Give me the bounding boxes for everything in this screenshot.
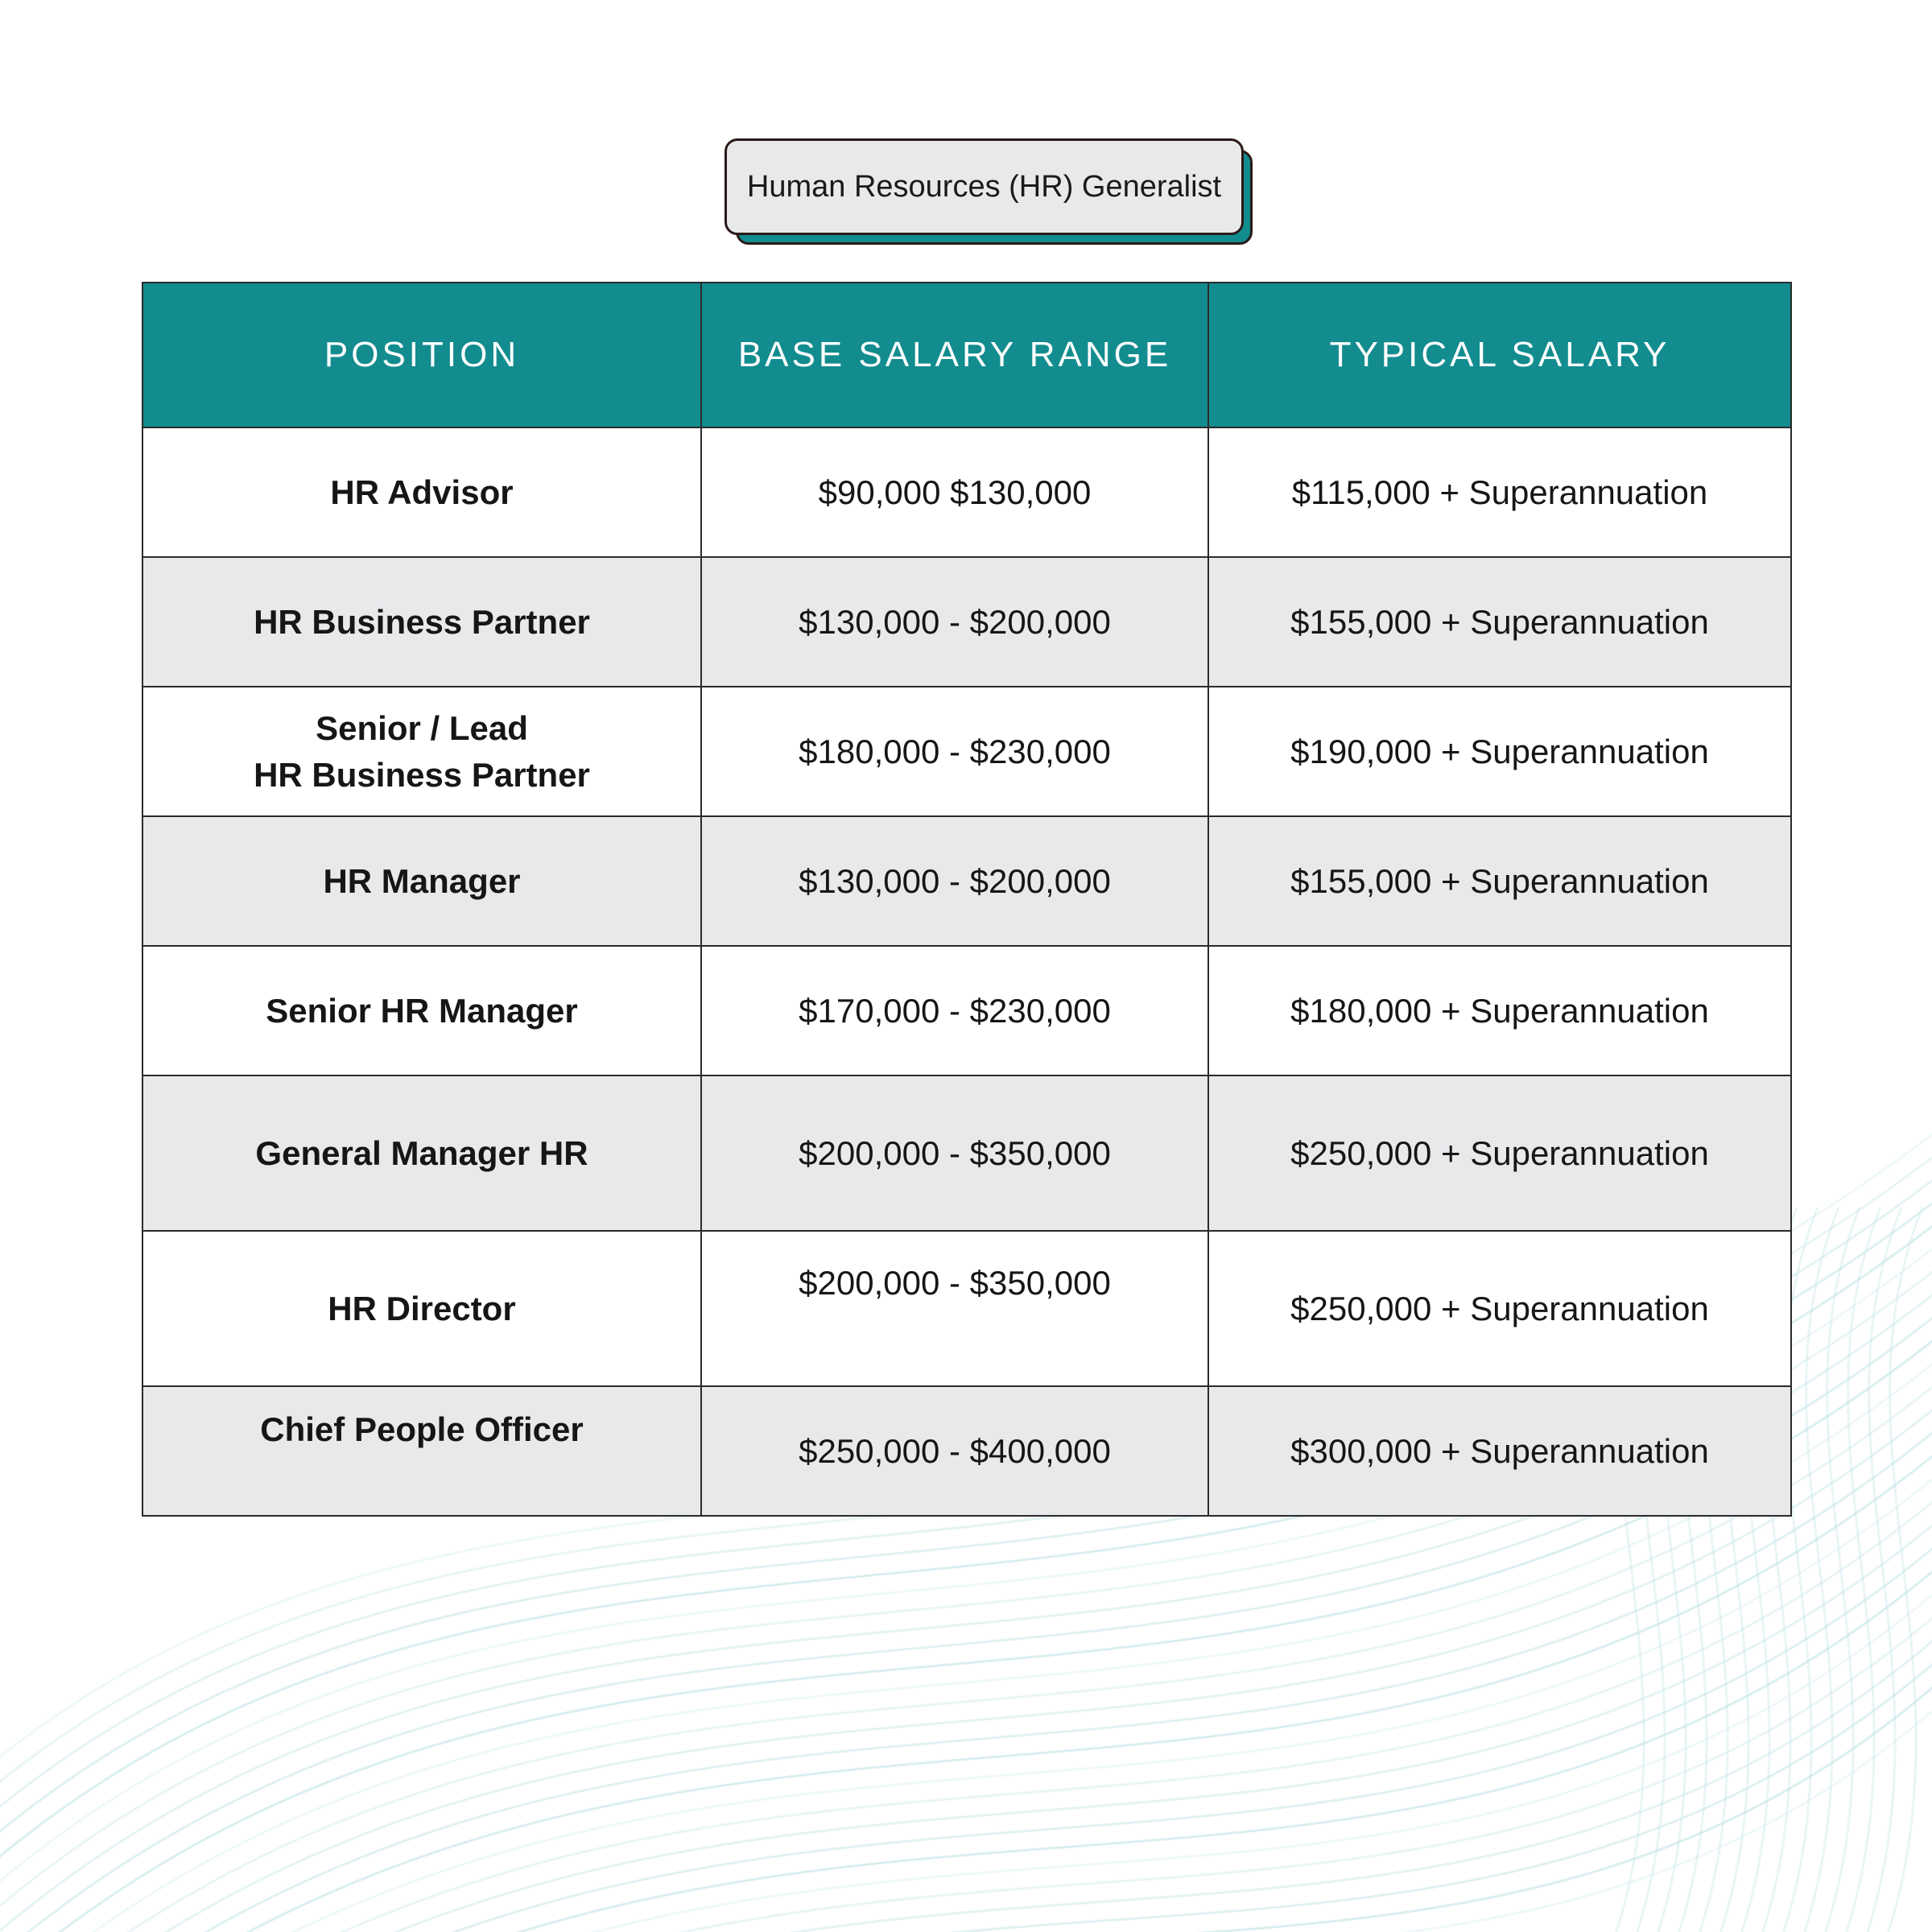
position-cell (142, 1075, 701, 1231)
position-cell (142, 816, 701, 946)
typical-cell: $190,000 + Superannuation (1208, 687, 1791, 816)
position-name: HR Business Partner (254, 602, 590, 641)
table-header-row (142, 283, 1791, 427)
range-cell: $250,000 - $400,000 (701, 1386, 1208, 1516)
position-name: HR Director (328, 1289, 516, 1327)
background-wave-line (97, 1567, 1932, 1932)
salary-table (142, 282, 1792, 1517)
background-wave-line (113, 1612, 1932, 1932)
position-name: HR Advisor (330, 473, 514, 511)
range-cell: $200,000 - $350,000 (701, 1075, 1208, 1231)
position-name-line-2: HR Business Partner (254, 755, 590, 794)
typical-cell: $300,000 + Superannuation (1208, 1386, 1791, 1516)
range-cell: $180,000 - $230,000 (701, 687, 1208, 816)
position-cell (142, 946, 701, 1075)
position-cell (142, 1231, 701, 1386)
position-name-line-1: Senior / Lead (316, 708, 528, 747)
typical-cell: $155,000 + Superannuation (1208, 557, 1791, 687)
position-cell (142, 687, 701, 816)
position-cell (142, 1386, 701, 1516)
position-cell (142, 427, 701, 557)
table-row (142, 1075, 1791, 1231)
table-row (142, 687, 1791, 816)
position-name: General Manager HR (255, 1133, 588, 1172)
position-name: Senior HR Manager (266, 991, 578, 1030)
range-cell: $130,000 - $200,000 (701, 816, 1208, 946)
table-row (142, 557, 1791, 687)
typical-cell: $250,000 + Superannuation (1208, 1075, 1791, 1231)
position-name: Chief People Officer (260, 1410, 584, 1448)
position-cell (142, 557, 701, 687)
range-cell: $130,000 - $200,000 (701, 557, 1208, 687)
typical-cell: $115,000 + Superannuation (1208, 427, 1791, 557)
position-name: HR Manager (323, 861, 521, 900)
background-wave-line (56, 1454, 1932, 1932)
table-row (142, 816, 1791, 946)
table-row (142, 427, 1791, 557)
range-cell: $170,000 - $230,000 (701, 946, 1208, 1075)
range-cell: $200,000 - $350,000 (701, 1231, 1208, 1386)
header-base-salary-range: BASE SALARY RANGE (701, 283, 1208, 427)
table-row (142, 1386, 1791, 1516)
range-cell: $90,000 $130,000 (701, 427, 1208, 557)
header-position: POSITION (142, 283, 701, 427)
page-title: Human Resources (HR) Generalist (724, 138, 1244, 235)
background-wave-line (1874, 1208, 1922, 1932)
table-row (142, 946, 1791, 1075)
header-typical-salary: TYPICAL SALARY (1208, 283, 1791, 427)
typical-cell: $250,000 + Superannuation (1208, 1231, 1791, 1386)
typical-cell: $155,000 + Superannuation (1208, 816, 1791, 946)
table-row (142, 1231, 1791, 1386)
typical-cell: $180,000 + Superannuation (1208, 946, 1791, 1075)
title-badge (724, 138, 1256, 248)
